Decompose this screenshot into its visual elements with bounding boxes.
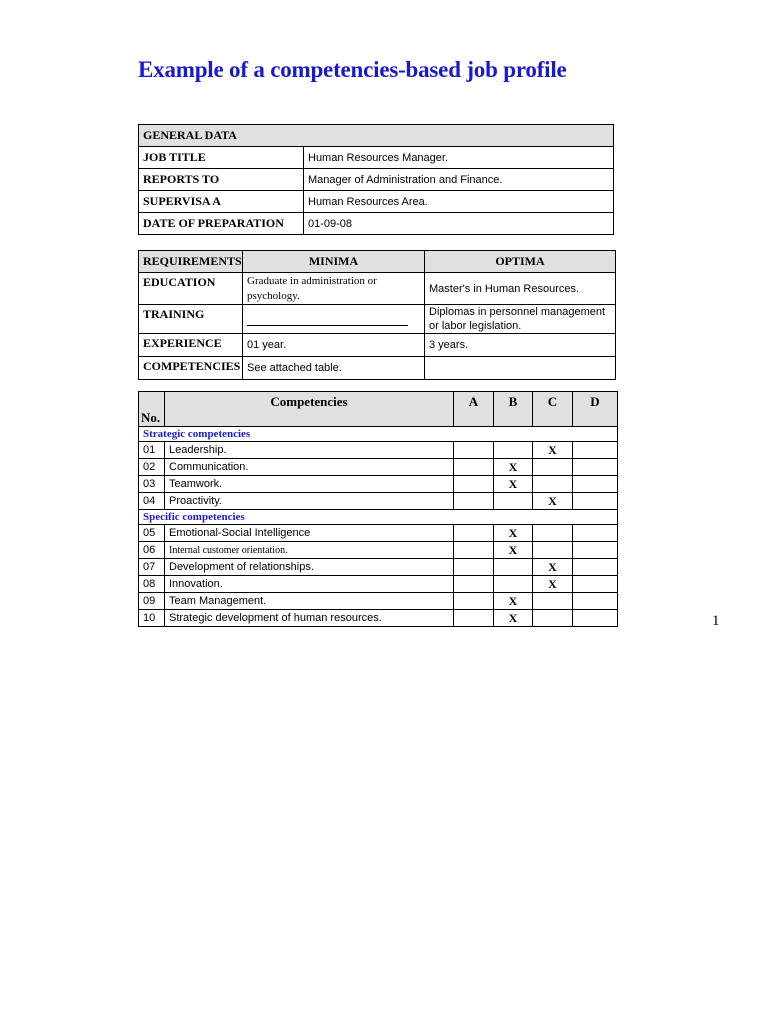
level-a-mark: [454, 593, 494, 610]
table-row: [139, 459, 618, 476]
training-minima-blank-line: [247, 305, 408, 326]
job-title-label: JOB TITLE: [139, 147, 304, 169]
competency-name: Communication.: [165, 459, 454, 476]
level-c-mark: X: [533, 493, 573, 510]
education-label: EDUCATION: [139, 273, 243, 305]
level-d-mark: [573, 593, 618, 610]
experience-optima: 3 years.: [425, 334, 616, 357]
page-title: Example of a competencies-based job profile: [138, 57, 567, 82]
education-optima: Master's in Human Resources.: [425, 273, 616, 305]
competency-number: 02: [139, 459, 165, 476]
level-a-header: A: [454, 392, 494, 427]
level-a-mark: [454, 559, 494, 576]
date-of-preparation-label: DATE OF PREPARATION: [139, 213, 304, 235]
level-c-mark: [533, 476, 573, 493]
experience-minima: 01 year.: [243, 334, 425, 357]
level-d-mark: [573, 542, 618, 559]
level-a-mark: [454, 442, 494, 459]
level-c-mark: X: [533, 576, 573, 593]
table-row: [139, 593, 618, 610]
level-a-mark: [454, 493, 494, 510]
competencies-optima: [425, 357, 616, 380]
table-row: [139, 147, 614, 169]
table-row: [139, 334, 616, 357]
level-b-mark: [494, 442, 533, 459]
reports-to-label: REPORTS TO: [139, 169, 304, 191]
requirements-header: REQUIREMENTS: [139, 251, 243, 273]
no-header: No.: [139, 392, 165, 427]
level-c-mark: [533, 542, 573, 559]
reports-to-value: Manager of Administration and Finance.: [304, 169, 614, 191]
table-row: [139, 559, 618, 576]
competencies-minima: See attached table.: [243, 357, 425, 380]
competency-number: 05: [139, 525, 165, 542]
level-b-mark: X: [494, 610, 533, 627]
section-title: Specific competencies: [139, 510, 618, 525]
competency-name: Strategic development of human resources.: [165, 610, 454, 627]
section-row: [139, 427, 618, 442]
level-d-mark: [573, 459, 618, 476]
table-row: [139, 169, 614, 191]
page-number: 1: [712, 613, 720, 629]
table-row: [139, 476, 618, 493]
education-minima: Graduate in administration or psychology.: [243, 273, 425, 305]
general-data-header: GENERAL DATA: [139, 125, 614, 147]
table-row: [139, 213, 614, 235]
level-a-mark: [454, 525, 494, 542]
level-b-mark: X: [494, 525, 533, 542]
competency-name: Emotional-Social Intelligence: [165, 525, 454, 542]
level-b-mark: X: [494, 542, 533, 559]
general-data-table: [138, 124, 614, 235]
competency-name: Innovation.: [165, 576, 454, 593]
table-row: [139, 542, 618, 559]
level-c-mark: [533, 593, 573, 610]
date-of-preparation-value: 01-09-08: [304, 213, 614, 235]
level-c-mark: [533, 525, 573, 542]
job-title-value: Human Resources Manager.: [304, 147, 614, 169]
competency-number: 04: [139, 493, 165, 510]
level-c-mark: X: [533, 442, 573, 459]
table-row: [139, 576, 618, 593]
competency-number: 06: [139, 542, 165, 559]
competency-number: 09: [139, 593, 165, 610]
level-c-mark: [533, 610, 573, 627]
training-optima: Diplomas in personnel management or labor legislation.: [425, 305, 616, 334]
competency-number: 03: [139, 476, 165, 493]
table-row: [139, 191, 614, 213]
table-row: [139, 442, 618, 459]
competency-name: Development of relationships.: [165, 559, 454, 576]
level-b-mark: X: [494, 476, 533, 493]
competency-number: 08: [139, 576, 165, 593]
minima-header: MINIMA: [243, 251, 425, 273]
level-a-mark: [454, 459, 494, 476]
competency-name: Leadership.: [165, 442, 454, 459]
level-d-mark: [573, 493, 618, 510]
level-d-mark: [573, 610, 618, 627]
table-row: [139, 357, 616, 380]
supervisa-value: Human Resources Area.: [304, 191, 614, 213]
competency-number: 10: [139, 610, 165, 627]
level-d-mark: [573, 559, 618, 576]
experience-label: EXPERIENCE: [139, 334, 243, 357]
competency-number: 07: [139, 559, 165, 576]
level-b-mark: [494, 493, 533, 510]
training-minima: [243, 305, 425, 334]
level-d-mark: [573, 576, 618, 593]
level-a-mark: [454, 610, 494, 627]
level-b-header: B: [494, 392, 533, 427]
table-row: [139, 610, 618, 627]
level-b-mark: X: [494, 459, 533, 476]
competency-number: 01: [139, 442, 165, 459]
level-d-header: D: [573, 392, 618, 427]
level-c-mark: X: [533, 559, 573, 576]
level-a-mark: [454, 476, 494, 493]
table-row: [139, 493, 618, 510]
section-title: Strategic competencies: [139, 427, 618, 442]
competency-name: Internal customer orientation.: [165, 542, 454, 559]
competencies-table: [138, 391, 618, 627]
competency-name: Teamwork.: [165, 476, 454, 493]
level-d-mark: [573, 476, 618, 493]
supervisa-label: SUPERVISA A: [139, 191, 304, 213]
requirements-table: [138, 250, 616, 380]
section-row: [139, 510, 618, 525]
table-row: [139, 273, 616, 305]
optima-header: OPTIMA: [425, 251, 616, 273]
level-a-mark: [454, 542, 494, 559]
competency-name: Team Management.: [165, 593, 454, 610]
level-c-header: C: [533, 392, 573, 427]
competency-name: Proactivity.: [165, 493, 454, 510]
level-a-mark: [454, 576, 494, 593]
level-b-mark: [494, 559, 533, 576]
requirements-header-row: [139, 251, 616, 273]
level-b-mark: X: [494, 593, 533, 610]
competencies-header-row: [139, 392, 618, 427]
level-d-mark: [573, 442, 618, 459]
level-b-mark: [494, 576, 533, 593]
level-d-mark: [573, 525, 618, 542]
table-row: [139, 525, 618, 542]
training-label: TRAINING: [139, 305, 243, 334]
table-row: [139, 305, 616, 334]
general-data-header-row: [139, 125, 614, 147]
level-c-mark: [533, 459, 573, 476]
competencies-label: COMPETENCIES: [139, 357, 243, 380]
competencies-header: Competencies: [165, 392, 454, 427]
